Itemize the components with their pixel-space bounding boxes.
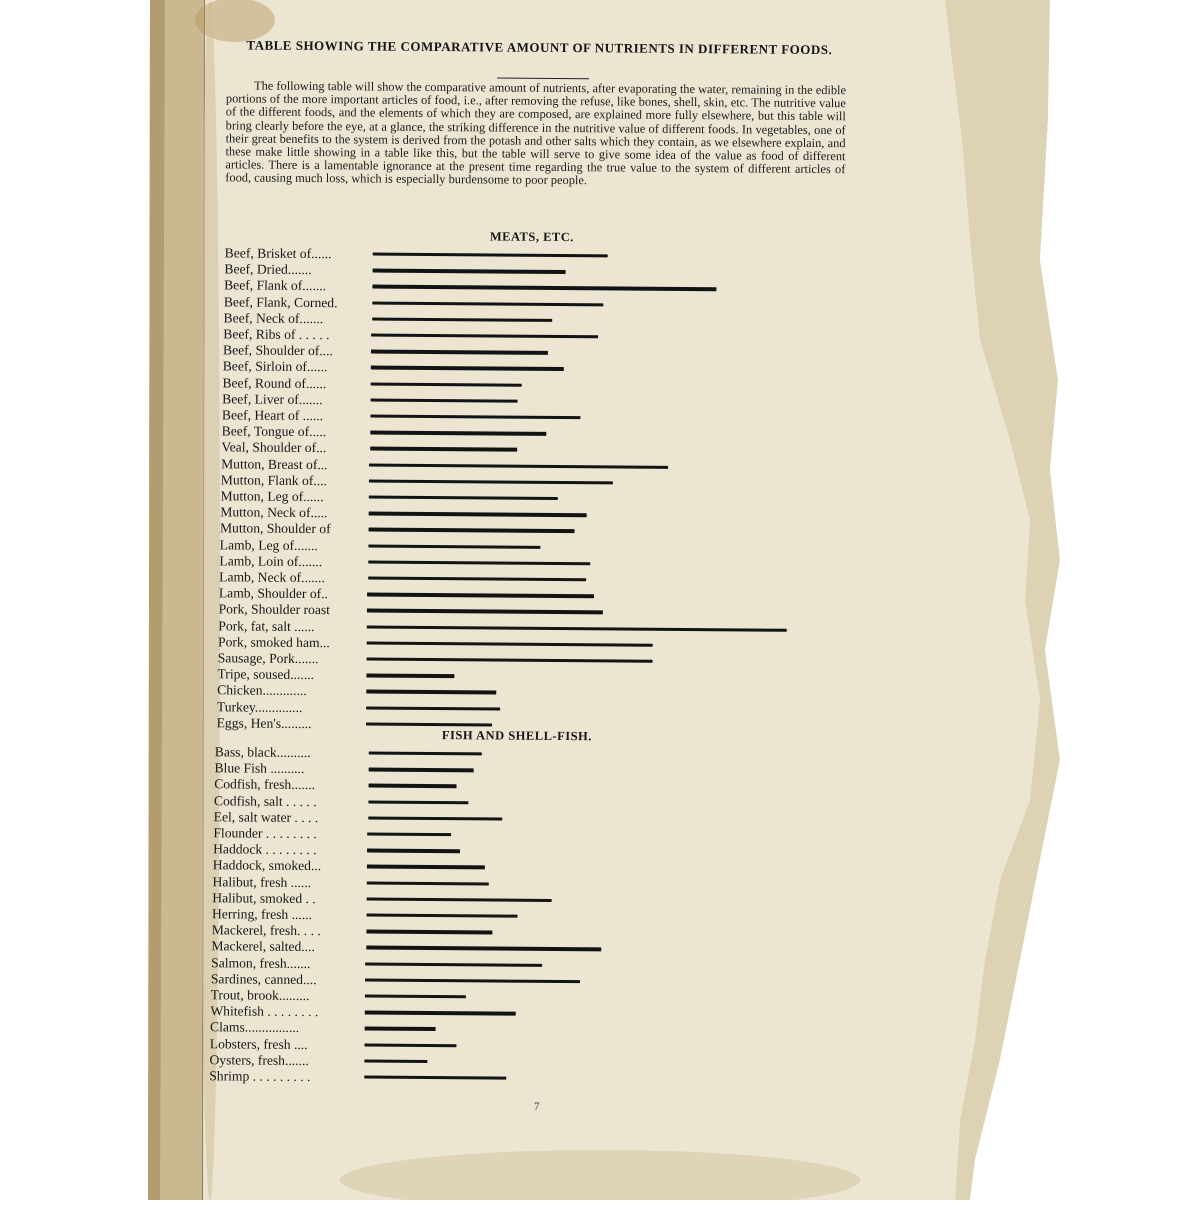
bar-label: Veal, Shoulder of... xyxy=(221,439,327,456)
bar xyxy=(367,641,653,647)
bar xyxy=(372,269,565,274)
bar-label: Lamb, Shoulder of.. xyxy=(218,585,329,602)
bar xyxy=(370,431,546,436)
bar-label: Beef, Sirloin of...... xyxy=(222,358,328,375)
bar xyxy=(366,722,492,726)
bar xyxy=(366,930,492,934)
bar-label: Beef, Ribs of . . . . . xyxy=(223,326,330,343)
bar xyxy=(365,978,579,983)
bar xyxy=(365,1027,436,1031)
bar xyxy=(371,334,598,339)
bar xyxy=(366,690,496,694)
bar xyxy=(366,706,500,710)
bar xyxy=(366,913,517,918)
bar xyxy=(371,366,564,371)
bar-label: Haddock . . . . . . . . xyxy=(213,841,317,858)
bar-label: Pork, fat, salt ...... xyxy=(218,617,315,634)
bar-label: Mutton, Flank of.... xyxy=(220,472,327,488)
bar xyxy=(371,382,522,387)
chart-title: TABLE SHOWING THE COMPARATIVE AMOUNT OF NUTRIENTS IN DIFFERENT FOODS. xyxy=(246,37,833,58)
bar xyxy=(367,593,594,598)
bar xyxy=(369,752,482,756)
title-rule xyxy=(497,77,589,79)
bar-label: Halibut, smoked . . xyxy=(212,890,316,906)
bar-label: Bass, black.......... xyxy=(214,744,311,761)
bar-label: Codfish, fresh....... xyxy=(214,776,316,793)
bar xyxy=(367,609,602,614)
bar xyxy=(368,816,502,820)
bar-label: Mackerel, fresh. . . . xyxy=(211,922,321,939)
bar-label: Haddock, smoked... xyxy=(212,857,322,874)
bar xyxy=(365,994,466,998)
bar-label: Pork, Shoulder roast xyxy=(218,601,331,618)
bar-label: Lamb, Neck of....... xyxy=(219,569,325,586)
bar xyxy=(366,946,601,951)
bar-label: Salmon, fresh....... xyxy=(211,954,311,971)
bar-label: Lamb, Leg of....... xyxy=(219,536,318,553)
bar xyxy=(370,415,580,420)
bar xyxy=(367,881,489,885)
bar xyxy=(368,528,574,533)
bar xyxy=(367,865,485,869)
bar xyxy=(365,1011,516,1016)
bar-label: Beef, Flank, Corned. xyxy=(223,293,338,310)
page-number: 7 xyxy=(533,1100,540,1113)
bar xyxy=(371,350,547,355)
bar-label: Oysters, fresh....... xyxy=(209,1052,309,1068)
bar xyxy=(369,479,613,484)
bar xyxy=(370,398,517,403)
bar xyxy=(367,897,552,902)
bar-label: Shrimp . . . . . . . . . xyxy=(209,1068,311,1085)
bar-label: Halibut, fresh ...... xyxy=(212,873,312,890)
bar-label: Beef, Dried....... xyxy=(224,261,312,278)
bar xyxy=(368,544,540,549)
bar xyxy=(367,625,787,632)
bar-label: Turkey.............. xyxy=(216,698,303,715)
bar xyxy=(372,317,553,322)
bar-label: Clams................ xyxy=(210,1019,300,1036)
bar-label: Pork, smoked ham... xyxy=(217,634,330,650)
bar xyxy=(368,832,452,836)
bar xyxy=(369,512,587,517)
bar xyxy=(367,849,459,853)
bar-label: Mutton, Leg of...... xyxy=(220,488,324,505)
bar-label: Mutton, Shoulder of xyxy=(219,520,331,537)
bar-label: Blue Fish .......... xyxy=(214,760,305,777)
bar-label: Lamb, Loin of....... xyxy=(219,553,323,569)
bar-label: Beef, Liver of....... xyxy=(222,391,323,407)
section-heading-2: FISH AND SHELL-FISH. xyxy=(441,728,592,744)
bar xyxy=(368,784,456,788)
bar xyxy=(364,1075,507,1080)
bar-label: Lobsters, fresh .... xyxy=(209,1035,308,1052)
bar xyxy=(372,285,716,291)
bar xyxy=(364,1043,456,1047)
bar xyxy=(369,768,474,772)
bar-label: Eggs, Hen's......... xyxy=(216,715,312,731)
bar xyxy=(366,962,542,967)
bar-label: Beef, Shoulder of.... xyxy=(222,342,333,359)
bar-label: Sardines, canned.... xyxy=(210,971,317,987)
bar-label: Herring, fresh ...... xyxy=(211,906,313,923)
bar xyxy=(373,253,608,258)
bar xyxy=(369,463,667,469)
bar xyxy=(367,657,653,663)
intro-paragraph: The following table will show the comparative amount of nutrients, after evaporating the water, remaining in the edible portions of the more important articles of food, i.e., after removing the refuse, like bones, shell, skin, etc. The nutritive value of the different foods, and the elements of which they are composed, are explained more fully elsewhere, but this table will bring clearly before the eye, at a glance, the striking difference in the nutritive value of different foods. In vegetables, one of their great benefits to the system is derived from the potash and other salts which they contain, as we elsewhere explain, and these make little showing in a table like this, but the table will serve to give some idea of the value as food of different articles. There is a lamentable ignorance at the present time regarding the true value to the system of different articles of food, causing much loss, which is especially burdensome to poor people. xyxy=(225,78,847,188)
bar-label: Mutton, Breast of... xyxy=(221,455,328,472)
bar-label: Beef, Neck of....... xyxy=(223,310,324,326)
bar xyxy=(369,495,558,500)
bar xyxy=(370,447,517,452)
bar-label: Beef, Flank of....... xyxy=(224,277,327,294)
bar-label: Beef, Round of...... xyxy=(222,374,327,391)
bar-label: Beef, Heart of ...... xyxy=(221,407,324,424)
bar xyxy=(366,674,454,678)
bar-label: Mutton, Neck of..... xyxy=(220,504,328,521)
bar xyxy=(368,576,586,581)
section-heading-1: MEATS, ETC. xyxy=(489,229,575,245)
bar-label: Tripe, soused....... xyxy=(217,666,315,683)
bar xyxy=(368,800,469,804)
bar-label: Mackerel, salted.... xyxy=(211,938,315,955)
bar-label: Chicken............. xyxy=(217,682,307,699)
bar-label: Eel, salt water . . . . xyxy=(213,809,319,825)
bar-label: Sausage, Pork....... xyxy=(217,650,319,667)
bar-label: Trout, brook......... xyxy=(210,987,310,1004)
bar xyxy=(368,560,591,565)
bar-label: Codfish, salt . . . . . xyxy=(213,792,317,809)
bar xyxy=(364,1059,427,1063)
bar-label: Flounder . . . . . . . . xyxy=(213,825,317,842)
bar-label: Beef, Brisket of...... xyxy=(224,245,332,262)
bar-label: Whitefish . . . . . . . . xyxy=(210,1003,319,1020)
bar xyxy=(372,301,603,306)
bar-label: Beef, Tongue of..... xyxy=(221,423,327,440)
